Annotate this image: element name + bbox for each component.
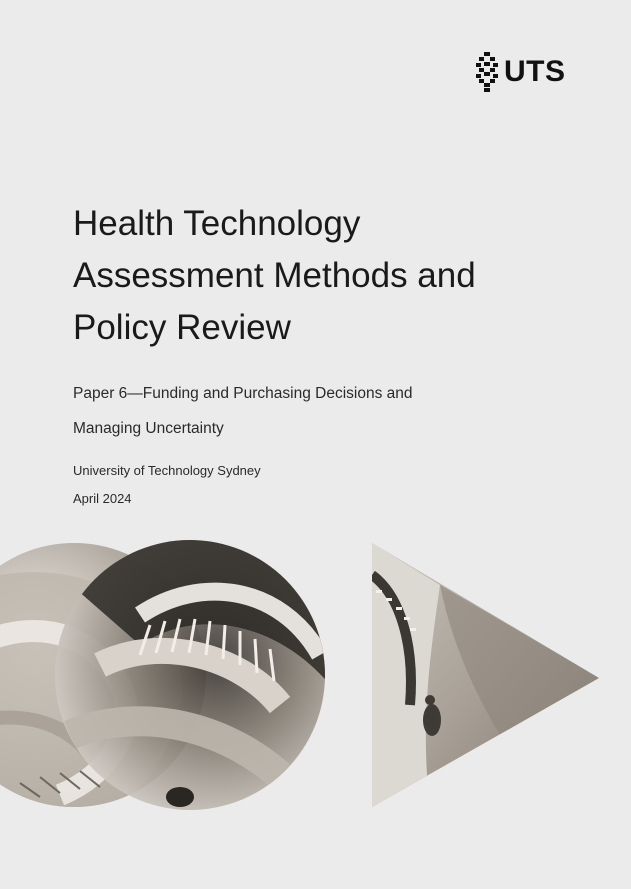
report-title-line-1: Health Technology xyxy=(73,204,361,243)
report-title xyxy=(73,198,573,354)
cover-artwork xyxy=(0,535,631,825)
uts-logo xyxy=(476,52,566,92)
report-title-line-3: Policy Review xyxy=(73,308,291,347)
uts-emblem-icon xyxy=(476,52,498,92)
report-subtitle-line-1: Paper 6—Funding and Purchasing Decisions and xyxy=(73,385,413,402)
triangle-photo xyxy=(372,543,599,807)
report-title-line-2: Assessment Methods and xyxy=(73,256,476,295)
organisation-name: University of Technology Sydney xyxy=(73,463,261,478)
report-subtitle-line-2: Managing Uncertainty xyxy=(73,420,224,437)
publication-date: April 2024 xyxy=(73,491,132,506)
right-circle-photo xyxy=(55,540,330,810)
report-subtitle xyxy=(73,376,493,446)
uts-logo-text: UTS xyxy=(504,55,566,88)
